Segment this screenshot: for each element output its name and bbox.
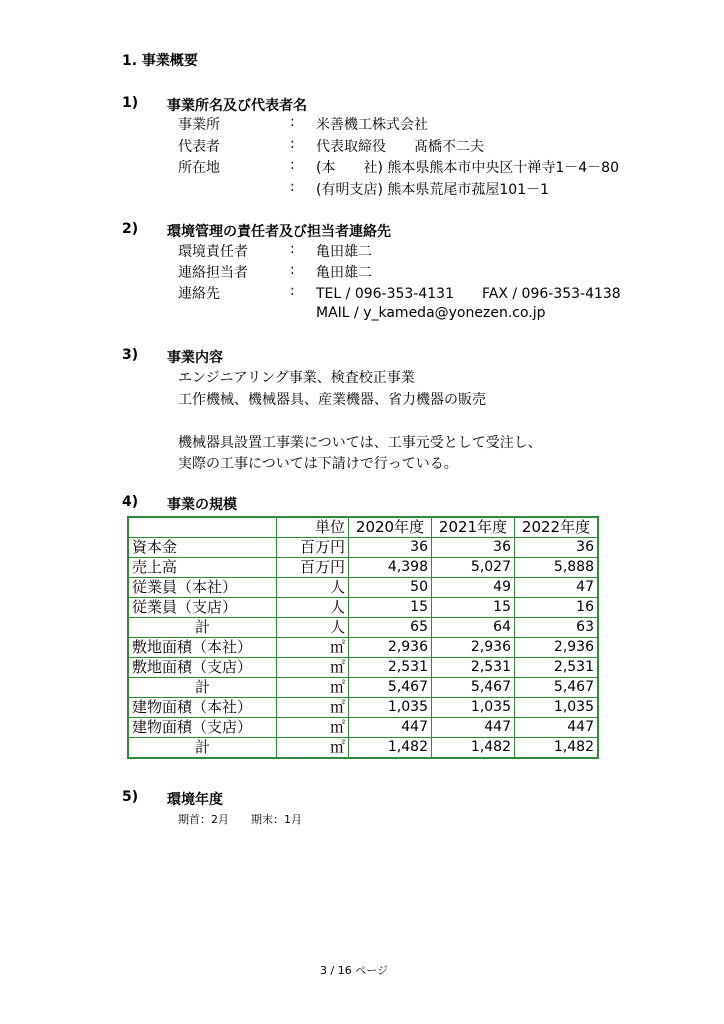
row-value: 36 [432, 538, 515, 558]
row-label: 敷地面積（支店） [128, 658, 277, 678]
section-2-number: 2) [122, 221, 139, 237]
header-year-2020: 2020年度 [349, 517, 432, 538]
row-label: 売上高 [128, 558, 277, 578]
row-value: 5,888 [515, 558, 599, 578]
row-unit: ㎡ [277, 678, 349, 698]
contact-mail: MAIL / y_kameda@yonezen.co.jp [316, 305, 546, 321]
row-label: 敷地面積（本社） [128, 638, 277, 658]
header-blank-cell [128, 517, 277, 538]
business-line-1: エンジニアリング事業、検査校正事業 [178, 370, 415, 386]
table-row [128, 658, 598, 678]
contact-person-value: 亀田雄二 [316, 265, 372, 281]
row-value: 447 [349, 718, 432, 738]
representative-colon: : [290, 136, 295, 152]
page-number: 3 / 16 ページ [320, 964, 388, 977]
row-value: 5,467 [349, 678, 432, 698]
row-label: 従業員（本社） [128, 578, 277, 598]
section-5-number: 5) [122, 789, 139, 805]
row-value: 4,398 [349, 558, 432, 578]
row-value: 63 [515, 618, 599, 638]
row-value: 1,035 [515, 698, 599, 718]
row-unit: 百万円 [277, 538, 349, 558]
section-4-heading: 事業の規模 [167, 497, 237, 513]
address-branch: (有明支店) 熊本県荒尾市菰屋101－1 [316, 182, 550, 198]
business-scale-table [127, 516, 599, 759]
header-unit: 単位 [277, 517, 349, 538]
table-header-row [128, 517, 598, 538]
row-value: 2,531 [432, 658, 515, 678]
row-unit: ㎡ [277, 658, 349, 678]
row-value: 65 [349, 618, 432, 638]
row-label: 建物面積（本社） [128, 698, 277, 718]
row-label-total: 計 [128, 678, 277, 698]
address-label: 所在地 [178, 160, 220, 176]
header-year-2021: 2021年度 [432, 517, 515, 538]
row-value: 5,027 [432, 558, 515, 578]
env-manager-colon: : [290, 241, 295, 257]
section-5-heading: 環境年度 [167, 792, 223, 808]
table-row [128, 678, 598, 698]
row-label-total: 計 [128, 738, 277, 759]
row-value: 15 [349, 598, 432, 618]
contact-label: 連絡先 [178, 286, 220, 302]
section-4-number: 4) [122, 494, 139, 510]
section-3-heading: 事業内容 [167, 350, 223, 366]
section-3-number: 3) [122, 347, 139, 363]
row-value: 49 [432, 578, 515, 598]
contact-colon: : [290, 283, 295, 299]
business-line-4: 実際の工事については下請けで行っている。 [178, 456, 458, 472]
row-value: 1,482 [432, 738, 515, 759]
row-value: 50 [349, 578, 432, 598]
row-unit: ㎡ [277, 698, 349, 718]
row-label: 従業員（支店） [128, 598, 277, 618]
contact-person-colon: : [290, 262, 295, 278]
table-row [128, 538, 598, 558]
business-line-3: 機械器具設置工事業については、工事元受として受注し、 [178, 435, 542, 451]
row-unit: 人 [277, 598, 349, 618]
office-label: 事業所 [178, 117, 220, 133]
representative-label: 代表者 [178, 139, 220, 155]
row-value: 2,531 [515, 658, 599, 678]
row-value: 2,531 [349, 658, 432, 678]
row-value: 47 [515, 578, 599, 598]
table-row [128, 618, 598, 638]
representative-value: 代表取締役 髙橋不二夫 [316, 139, 484, 155]
row-label-total: 計 [128, 618, 277, 638]
row-label: 資本金 [128, 538, 277, 558]
row-label: 建物面積（支店） [128, 718, 277, 738]
row-unit: ㎡ [277, 738, 349, 759]
row-value: 2,936 [432, 638, 515, 658]
business-line-2: 工作機械、機械器具、産業機器、省力機器の販売 [178, 392, 486, 408]
table-row [128, 578, 598, 598]
row-unit: 百万円 [277, 558, 349, 578]
table-row [128, 638, 598, 658]
env-manager-value: 亀田雄二 [316, 244, 372, 260]
row-value: 1,035 [349, 698, 432, 718]
row-value: 5,467 [515, 678, 599, 698]
page-title: 1. 事業概要 [122, 53, 198, 69]
row-value: 1,482 [349, 738, 432, 759]
row-value: 2,936 [515, 638, 599, 658]
header-year-2022: 2022年度 [515, 517, 599, 538]
table-row [128, 718, 598, 738]
row-value: 1,482 [515, 738, 599, 759]
address-branch-colon: : [290, 179, 295, 195]
table-row [128, 738, 598, 759]
address-head-office: (本 社) 熊本県熊本市中央区十禅寺1－4－80 [316, 160, 620, 176]
table-row [128, 558, 598, 578]
row-unit: 人 [277, 578, 349, 598]
row-value: 36 [515, 538, 599, 558]
row-unit: ㎡ [277, 638, 349, 658]
row-unit: ㎡ [277, 718, 349, 738]
row-value: 1,035 [432, 698, 515, 718]
office-value: 米善機工株式会社 [316, 117, 428, 133]
row-value: 16 [515, 598, 599, 618]
table-row [128, 698, 598, 718]
env-manager-label: 環境責任者 [178, 244, 248, 260]
table-row [128, 598, 598, 618]
row-value: 5,467 [432, 678, 515, 698]
office-colon: : [290, 114, 295, 130]
row-value: 15 [432, 598, 515, 618]
row-value: 36 [349, 538, 432, 558]
contact-phone-fax: TEL / 096-353-4131 FAX / 096-353-4138 [316, 286, 621, 302]
contact-person-label: 連絡担当者 [178, 265, 248, 281]
row-unit: 人 [277, 618, 349, 638]
section-1-number: 1) [122, 95, 139, 111]
fiscal-year-period: 期首：2月 期末：1月 [178, 813, 302, 826]
address-colon: : [290, 157, 295, 173]
row-value: 447 [515, 718, 599, 738]
row-value: 2,936 [349, 638, 432, 658]
section-1-heading: 事業所名及び代表者名 [167, 98, 307, 114]
section-2-heading: 環境管理の責任者及び担当者連絡先 [167, 224, 391, 240]
row-value: 64 [432, 618, 515, 638]
row-value: 447 [432, 718, 515, 738]
